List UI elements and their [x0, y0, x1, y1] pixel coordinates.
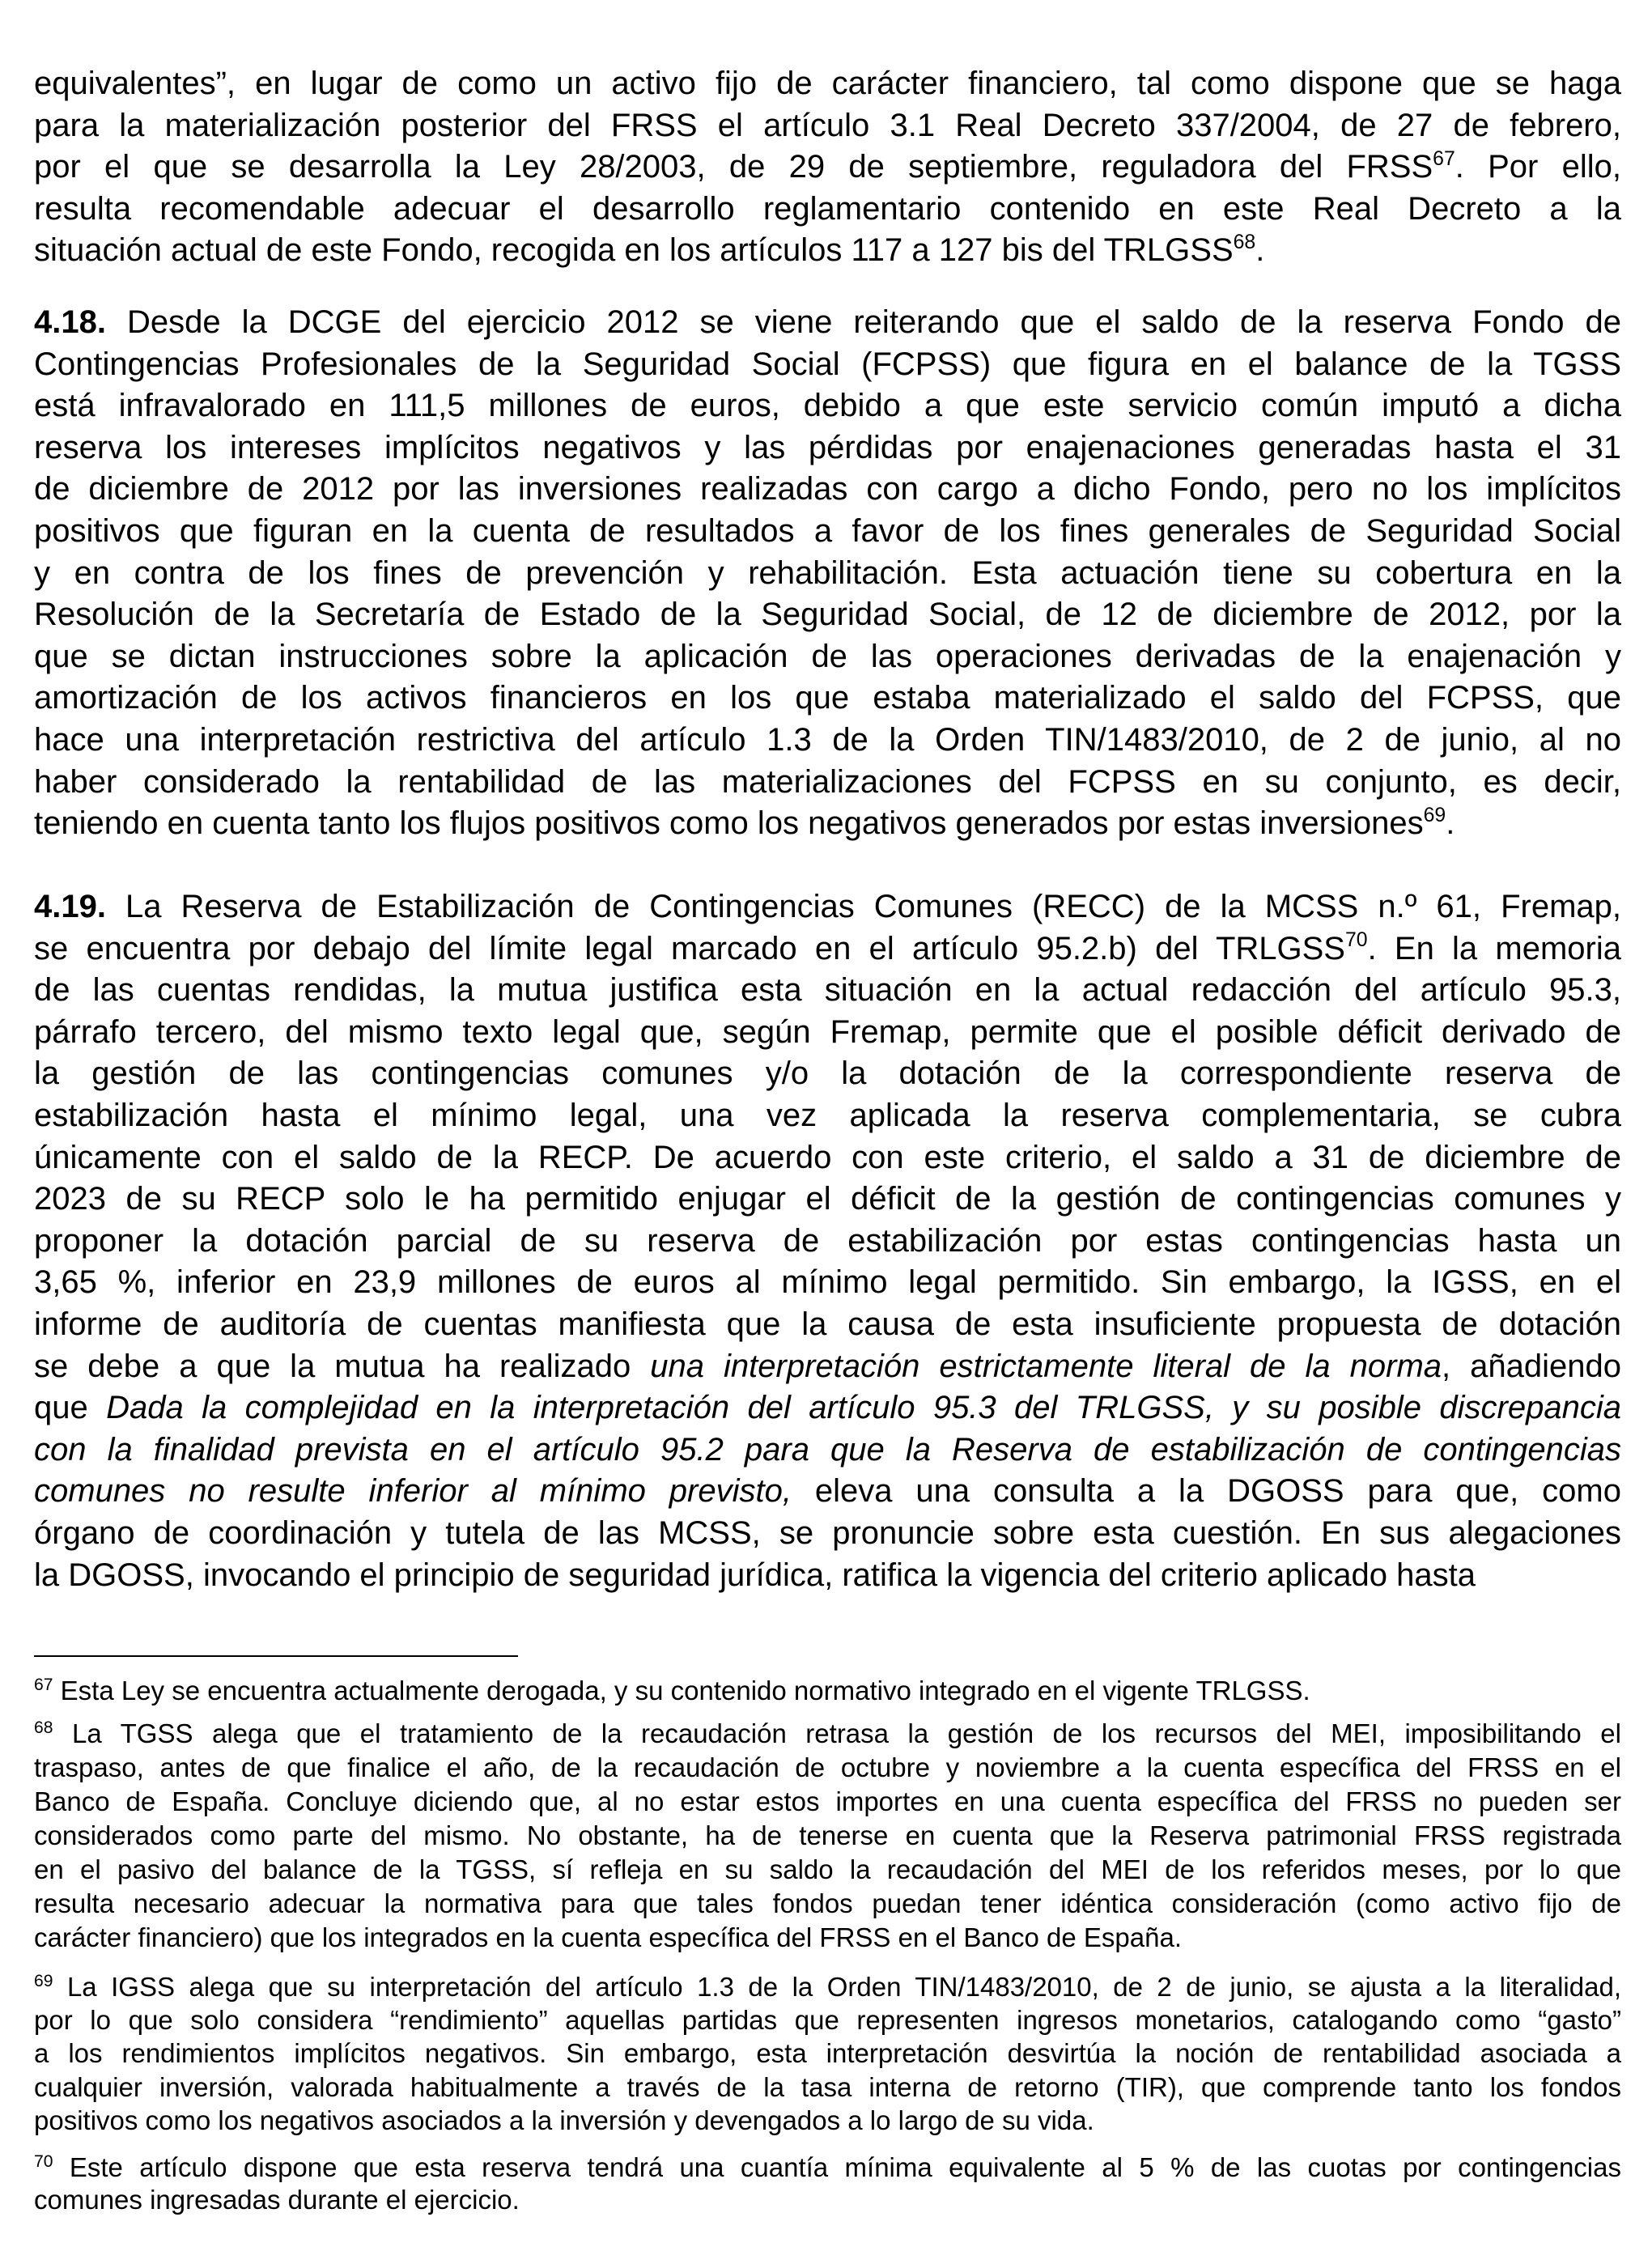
paragraph-number: 4.19. — [34, 889, 106, 924]
text-line — [34, 1262, 1621, 1304]
text-line — [34, 553, 1621, 595]
text-line — [34, 189, 1621, 231]
text-line — [34, 2037, 1621, 2070]
text-run: . — [1446, 805, 1455, 842]
footnote-separator — [34, 1655, 518, 1657]
italic-quote: con la finalidad prevista en el artículo 95.2 para que la Reserva de estabilización de contingencias — [34, 1431, 1621, 1468]
text-run: La Reserva de Estabilización de Contingencias Comunes (RECC) de la MCSS n.º 61, Fremap, — [105, 889, 1621, 924]
text-run: la DGOSS, invocando el principio de seguridad jurídica, ratifica la vigencia del criterio aplicado hasta — [34, 1557, 1476, 1593]
text-line — [34, 1346, 1621, 1388]
text-line — [34, 1429, 1621, 1472]
text-run: 3,65 %, inferior en 23,9 millones de euros al mínimo legal permitido. Sin embargo, la IGSS, en el — [34, 1264, 1621, 1301]
text-run: estabilización hasta el mínimo legal, una vez aplicada la reserva complementaria, se cubra — [34, 1097, 1621, 1133]
text-run: cualquier inversión, valorada habitualmente a través de la tasa interna de retorno (TIR), que comprende tanto los fondos — [34, 2071, 1621, 2102]
paragraph-4-19 — [34, 886, 1621, 1596]
text-run: que se dictan instrucciones sobre la aplicación de las operaciones derivadas de la enajenación y — [34, 638, 1621, 674]
italic-quote: comunes no resulte inferior al mínimo previsto, — [34, 1473, 792, 1510]
text-line — [34, 1513, 1621, 1555]
text-line — [34, 2003, 1621, 2037]
text-run: informe de auditoría de cuentas manifiesta que la causa de esta insuficiente propuesta de dotación — [34, 1306, 1621, 1342]
text-line — [34, 1819, 1621, 1853]
text-run: de las cuentas rendidas, la mutua justifica esta situación en la actual redacción del artículo 95.3, — [34, 972, 1621, 1009]
text-line — [34, 1751, 1621, 1785]
text-run: situación actual de este Fondo, recogida en los artículos 117 a 127 bis del TRLGSS — [34, 232, 1234, 269]
text-line — [34, 2071, 1621, 2104]
text-line — [34, 886, 1621, 928]
text-line — [34, 1887, 1621, 1921]
footnote-reference: 70 — [34, 2151, 53, 2171]
text-line — [34, 1674, 1621, 1708]
footnote-reference: 69 — [1423, 804, 1446, 826]
text-run: párrafo tercero, del mismo texto legal que, según Fremap, permite que el posible déficit derivado de — [34, 1013, 1621, 1050]
footnote-70 — [34, 2151, 1621, 2216]
text-run: por lo que solo considera “rendimiento” aquellas partidas que representen ingresos monetarios, catalogando como “gasto” — [34, 2005, 1621, 2036]
text-run: Contingencias Profesionales de la Seguridad Social (FCPSS) que figura en el balance de la TGSS — [34, 346, 1621, 382]
text-line — [34, 2151, 1621, 2184]
text-run: la gestión de las contingencias comunes y/o la dotación de la correspondiente reserva de — [34, 1056, 1621, 1092]
text-line — [34, 1555, 1621, 1597]
text-run: positivos como los negativos asociados a la inversión y devengados a lo largo de su vida. — [34, 2105, 1094, 2135]
text-run: 2023 de su RECP solo le ha permitido enjugar el déficit de la gestión de contingencias comunes y — [34, 1181, 1621, 1217]
text-line — [34, 63, 1621, 105]
footnote-reference: 67 — [1433, 147, 1455, 170]
text-line — [34, 1921, 1621, 1955]
text-line — [34, 803, 1621, 845]
text-run: y en contra de los fines de prevención y rehabilitación. Esta actuación tiene su cobertura en la — [34, 554, 1621, 591]
text-run: La IGSS alega que su interpretación del artículo 1.3 de la Orden TIN/1483/2010, de 2 de junio, se ajusta a la literalidad, — [53, 1972, 1621, 2002]
text-run: resulta necesario adecuar la normativa para que tales fondos puedan tener idéntica consideración (como activo fijo de — [34, 1888, 1621, 1918]
text-line — [34, 1387, 1621, 1429]
text-line — [34, 1137, 1621, 1179]
text-run: positivos que figuran en la cuenta de resultados a favor de los fines generales de Seguridad Social — [34, 512, 1621, 549]
text-run: . En la memoria — [1367, 930, 1621, 966]
text-run: teniendo en cuenta tanto los flujos positivos como los negativos generados por estas inversiones — [34, 805, 1424, 842]
paragraph — [34, 63, 1621, 272]
text-run: que — [34, 1390, 107, 1426]
text-run: . Por ello, — [1455, 149, 1622, 185]
text-line — [34, 2104, 1621, 2137]
text-run: se debe a que la mutua ha realizado — [34, 1348, 651, 1384]
text-run: a los rendimientos implícitos negativos. Sin embargo, esta interpretación desvirtúa la noción de rentabilidad asociada a — [34, 2038, 1621, 2069]
italic-quote: Dada la complejidad en la interpretación del artículo 95.3 del TRLGSS, y su posible discrepancia — [106, 1390, 1621, 1426]
text-run: proponer la dotación parcial de su reserva de estabilización por estas contingencias hasta un — [34, 1222, 1621, 1259]
footnote-68 — [34, 1717, 1621, 1955]
text-line — [34, 1179, 1621, 1221]
footnote-reference: 70 — [1344, 929, 1368, 952]
text-run: Este artículo dispone que esta reserva tendrá una cuantía mínima equivalente al 5 % de las cuotas por contingencias — [53, 2152, 1621, 2182]
text-line — [34, 105, 1621, 147]
text-line — [34, 1717, 1621, 1751]
text-line — [34, 1304, 1621, 1346]
text-run: . — [1255, 232, 1265, 269]
text-run: resulta recomendable adecuar el desarrollo reglamentario contenido en este Real Decreto a la — [34, 190, 1621, 227]
text-run: , añadiendo — [1442, 1348, 1621, 1384]
text-run: Resolución de la Secretaría de Estado de la Seguridad Social, de 12 de diciembre de 2012, por la — [34, 597, 1621, 633]
text-line — [34, 1785, 1621, 1819]
text-line — [34, 970, 1621, 1012]
text-line — [34, 594, 1621, 636]
text-run: se encuentra por debajo del límite legal marcado en el artículo 95.2.b) del TRLGSS — [34, 930, 1345, 966]
paragraph-4-18 — [34, 302, 1621, 845]
text-line — [34, 230, 1621, 272]
text-run: hace una interpretación restrictiva del artículo 1.3 de la Orden TIN/1483/2010, de 2 de junio, al no — [34, 721, 1621, 758]
text-run: La TGSS alega que el tratamiento de la recaudación retrasa la gestión de los recursos del MEI, imposibilitando el — [53, 1718, 1621, 1748]
text-run: comunes ingresadas durante el ejercicio. — [34, 2185, 520, 2215]
text-line — [34, 1053, 1621, 1095]
text-run: eleva una consulta a la DGOSS para que, como — [791, 1473, 1621, 1510]
text-line — [34, 302, 1621, 344]
text-line — [34, 469, 1621, 511]
text-run: equivalentes”, en lugar de como un activo fijo de carácter financiero, tal como dispone que se haga — [34, 66, 1621, 101]
text-line — [34, 1095, 1621, 1137]
text-line — [34, 147, 1621, 189]
footnote-reference: 69 — [34, 1971, 53, 1990]
text-run: carácter financiero) que los integrados en la cuenta específica del FRSS en el Banco de España. — [34, 1922, 1183, 1952]
text-line — [34, 511, 1621, 553]
text-run: Esta Ley se encuentra actualmente derogada, y su contenido normativo integrado en el vigente TRLGSS. — [53, 1676, 1310, 1705]
text-run: únicamente con el saldo de la RECP. De acuerdo con este criterio, el saldo a 31 de diciembre de — [34, 1139, 1621, 1175]
text-line — [34, 762, 1621, 804]
footnote-67 — [34, 1674, 1621, 1708]
text-run: haber considerado la rentabilidad de las materializaciones del FCPSS en su conjunto, es decir, — [34, 763, 1621, 800]
text-line — [34, 928, 1621, 971]
text-line — [34, 1221, 1621, 1263]
text-line — [34, 677, 1621, 720]
text-run: Banco de España. Concluye diciendo que, al no estar estos importes en una cuenta específica del FRSS no pueden ser — [34, 1786, 1621, 1816]
text-line — [34, 636, 1621, 678]
text-run: amortización de los activos financieros en los que estaba materializado el saldo del FCPSS, que — [34, 680, 1621, 716]
text-line — [34, 385, 1621, 427]
text-line — [34, 1012, 1621, 1054]
text-line — [34, 427, 1621, 469]
text-run: considerados como parte del mismo. No obstante, ha de tenerse en cuenta que la Reserva patrimonial FRSS registrada — [34, 1820, 1621, 1850]
text-run: por el que se desarrolla la Ley 28/2003, de 29 de septiembre, reguladora del FRSS — [34, 149, 1433, 185]
text-run: está infravalorado en 111,5 millones de euros, debido a que este servicio común imputó a dicha — [34, 388, 1621, 424]
text-run: Desde la DCGE del ejercicio 2012 se viene reiterando que el saldo de la reserva Fondo de — [105, 304, 1621, 340]
text-run: en el pasivo del balance de la TGSS, sí refleja en su saldo la recaudación del MEI de los referidos meses, por lo que — [34, 1854, 1621, 1884]
text-line — [34, 2184, 1621, 2216]
footnote-reference: 67 — [34, 1675, 53, 1694]
text-line — [34, 1970, 1621, 2003]
text-line — [34, 720, 1621, 762]
footnote-69 — [34, 1970, 1621, 2137]
text-run: traspaso, antes de que finalice el año, de la recaudación de octubre y noviembre a la cuenta específica del FRSS en el — [34, 1752, 1621, 1782]
text-line — [34, 1471, 1621, 1513]
text-line — [34, 1853, 1621, 1887]
text-line — [34, 344, 1621, 386]
text-run: reserva los intereses implícitos negativos y las pérdidas por enajenaciones generadas hasta el 31 — [34, 429, 1621, 465]
text-run: órgano de coordinación y tutela de las MCSS, se pronuncie sobre esta cuestión. En sus alegaciones — [34, 1514, 1621, 1551]
text-run: para la materialización posterior del FRSS el artículo 3.1 Real Decreto 337/2004, de 27 de febrero, — [34, 107, 1621, 143]
footnote-reference: 68 — [34, 1718, 53, 1737]
paragraph-number: 4.18. — [34, 304, 106, 340]
footnote-reference: 68 — [1233, 231, 1256, 253]
italic-quote: una interpretación estrictamente literal de la norma — [650, 1348, 1442, 1384]
text-run: de diciembre de 2012 por las inversiones realizadas con cargo a dicho Fondo, pero no los implícitos — [34, 471, 1621, 508]
